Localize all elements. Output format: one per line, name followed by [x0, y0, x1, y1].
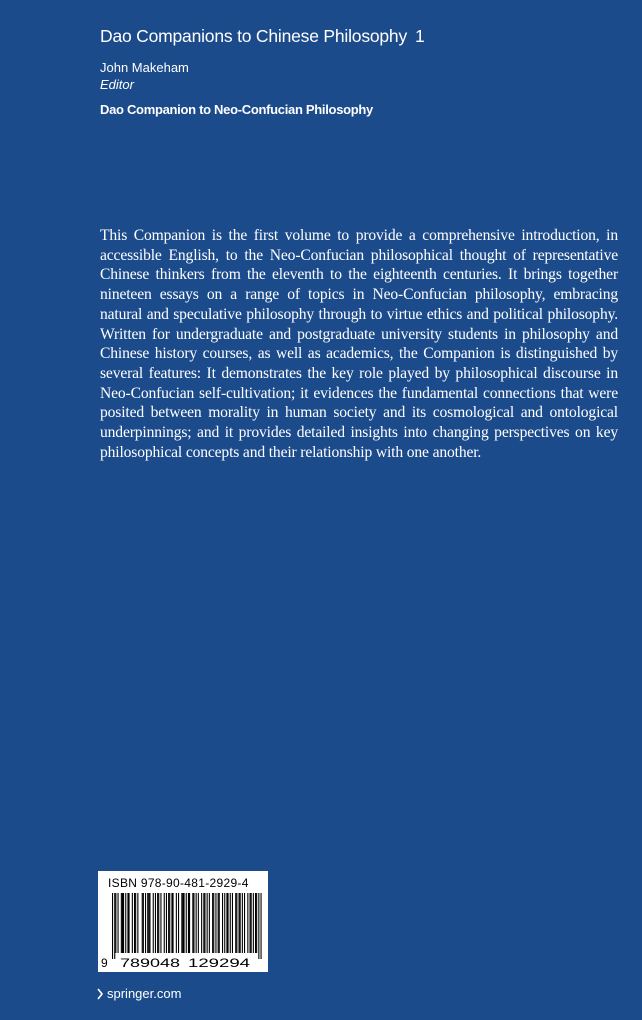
barcode-bar: [203, 893, 204, 953]
chevron-right-icon: [95, 987, 105, 1001]
barcode-bar: [122, 893, 123, 953]
barcode-bar: [207, 893, 208, 953]
barcode-bar: [135, 893, 136, 953]
barcode-bar: [176, 893, 177, 953]
barcode-bar: [142, 893, 143, 953]
barcode-bar: [189, 893, 190, 953]
barcode-bar: [160, 893, 161, 953]
barcode-bar: [137, 893, 138, 953]
series-name: Dao Companions to Chinese Philosophy: [100, 26, 408, 46]
barcode-bar: [118, 893, 119, 953]
barcode-bar: [230, 893, 231, 953]
barcode-bar: [123, 893, 124, 953]
barcode-bar: [232, 893, 233, 953]
barcode-bar: [169, 893, 170, 953]
barcode-bar: [251, 893, 252, 953]
barcode-bar: [224, 893, 225, 953]
barcode-bar: [173, 893, 174, 953]
barcode-bar: [253, 893, 254, 953]
book-title: Dao Companion to Neo-Confucian Philosophy: [100, 102, 373, 117]
barcode-bar: [240, 893, 241, 953]
barcode-bar: [239, 893, 240, 953]
barcode-bar: [166, 893, 167, 953]
barcode-bar: [112, 893, 113, 959]
barcode-bar: [222, 893, 223, 953]
barcode-bar: [134, 893, 135, 953]
barcode-bar: [196, 893, 197, 953]
barcode-bar: [147, 893, 148, 953]
barcode-bar: [219, 893, 220, 953]
publisher-link[interactable]: [95, 986, 181, 1001]
barcode-bar: [209, 893, 210, 953]
publisher-url: springer.com: [107, 986, 182, 1001]
editor-name: John Makeham: [100, 60, 189, 75]
barcode-bar: [256, 893, 257, 953]
book-description: This Companion is the first volume to provide a comprehensive introduction, in accessible English, to the Neo-Confucian philosophical thought of representative Chinese thinkers from the eleventh to the eighteenth centuries. It brings together nineteen essays on a range of topics in Neo-Confucian philosophy, embracing natural and speculative philosophy through to virtue ethics and political philosophy. Written for undergraduate and postgraduate university students in philosophy and Chinese history courses, as well as academics, the Companion is distinguished by several features: It demonstrates the key role played by philosophical discourse in Neo-Confucian self-cultivation; it evidences the fundamental connections that were posited between morality in human society and its cosmological and ontological underpinnings; and it provides detailed insights into changing perspectives on key philosophical concepts and their relationship with one another.: [100, 227, 618, 461]
barcode-bar: [261, 893, 262, 959]
barcode-bar: [164, 893, 165, 953]
barcode-bar: [143, 893, 144, 953]
barcode-box: [98, 871, 268, 972]
series-volume: 1: [415, 26, 425, 46]
barcode-right-digits: 129294: [188, 956, 251, 970]
barcode-bar: [149, 893, 150, 953]
barcode-bar: [244, 893, 245, 953]
barcode-bar: [114, 893, 115, 959]
barcode-left-digits: 789048: [120, 956, 181, 970]
barcode-bar: [250, 893, 251, 953]
barcode-bar: [181, 893, 182, 953]
barcode-bar: [125, 893, 126, 953]
barcode-bar: [247, 893, 248, 953]
barcode-first-digit: 9: [101, 956, 108, 970]
barcode-bar: [192, 893, 193, 953]
barcode-bar: [127, 893, 128, 953]
barcode-bar: [204, 893, 205, 953]
barcode-bar: [255, 893, 256, 953]
barcode-bar: [188, 893, 189, 953]
barcode-bar: [132, 893, 133, 953]
barcode-bar: [236, 893, 237, 953]
barcode-bar: [121, 893, 122, 953]
barcode-bar: [198, 893, 199, 953]
editor-role: Editor: [100, 77, 134, 92]
barcode-bar: [184, 893, 185, 953]
barcode-bar: [158, 893, 159, 953]
barcode-bar: [129, 893, 130, 953]
barcode-icon: [98, 871, 268, 972]
barcode-bar: [178, 893, 179, 953]
barcode-bar: [213, 893, 214, 953]
barcode-bar: [155, 893, 156, 953]
isbn-label: ISBN 978-90-481-2929-4: [108, 876, 249, 890]
barcode-bar: [212, 893, 213, 953]
barcode-bar: [218, 893, 219, 953]
barcode-bar: [186, 893, 187, 953]
barcode-bar: [226, 893, 227, 953]
barcode-bar: [182, 893, 183, 953]
barcode-bar: [215, 893, 216, 953]
barcode-bar: [193, 893, 194, 953]
barcode-bar: [201, 893, 202, 953]
barcode-bar: [258, 893, 259, 959]
barcode-bar: [242, 893, 243, 953]
barcode-bar: [153, 893, 154, 953]
barcode-bar: [235, 893, 236, 953]
barcode-bar: [157, 893, 158, 953]
barcode-bar: [145, 893, 146, 953]
barcode-bar: [228, 893, 229, 953]
series-title: [100, 26, 425, 47]
barcode-bar: [168, 893, 169, 953]
barcode-bar: [148, 893, 149, 953]
barcode-bar: [115, 893, 116, 953]
barcode-bar: [171, 893, 172, 953]
